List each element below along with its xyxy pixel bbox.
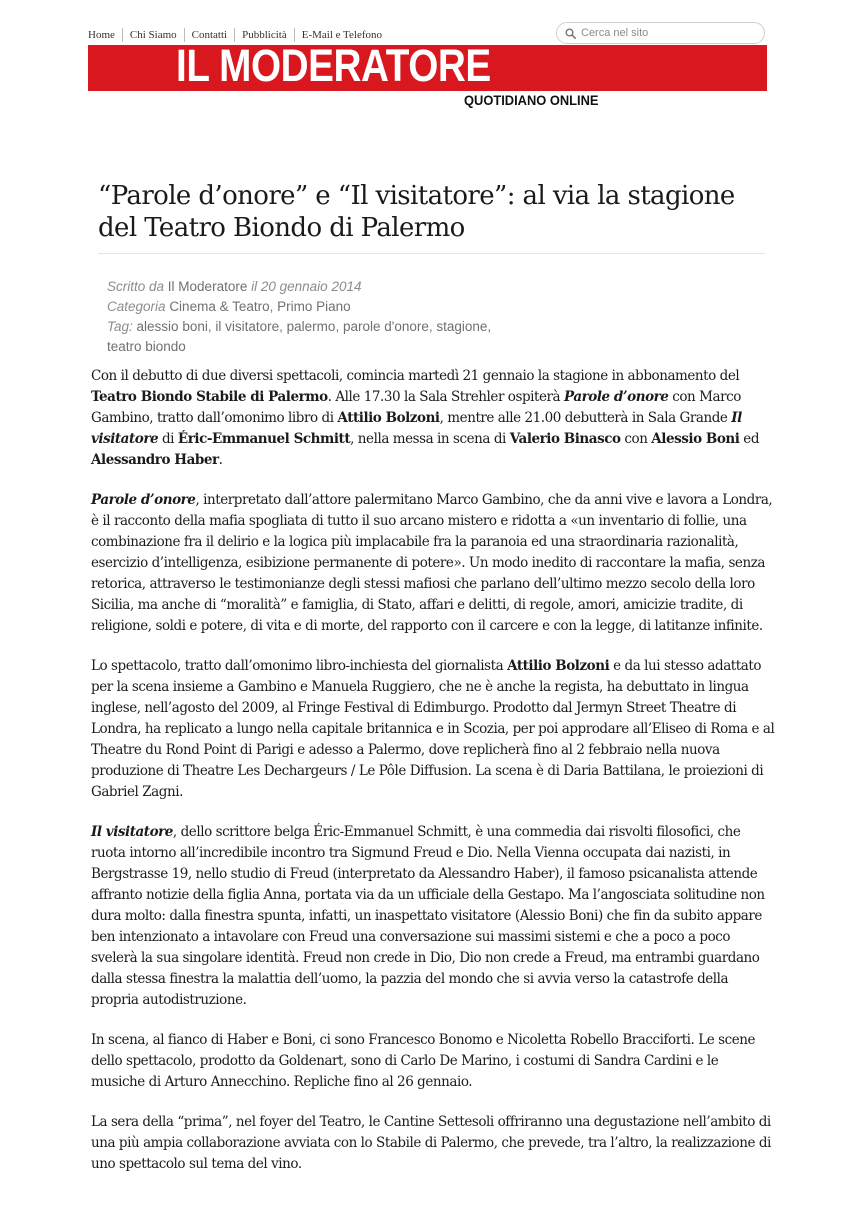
article-paragraph — [91, 822, 775, 1011]
emphasis-text — [91, 824, 173, 840]
site-tagline: QUOTIDIANO ONLINE — [464, 92, 599, 108]
emphasis-text — [564, 389, 668, 405]
meta-date: 20 gennaio 2014 — [260, 279, 362, 294]
emphasis-text: Teatro Biondo Stabile di Palermo — [91, 389, 328, 405]
emphasis-text: Parole d’onore — [563, 389, 669, 405]
emphasis-text: Parole d’onore — [91, 492, 196, 508]
meta-tag-link[interactable]: il visitatore — [215, 319, 280, 334]
nav-email-telefono[interactable]: E-Mail e Telefono — [294, 28, 389, 42]
emphasis-text: Il visitatore — [91, 824, 173, 840]
paragraph-text: , dello scrittore belga Éric-Emmanuel Schmitt, è una commedia dai risvolti filosofici, che ruota intorno all’incredibile incontro tra Sigmund Freud e Dio. Nella Vienna occupata dai nazisti, in Bergstrasse 19, nello studio di Freud (interpretato da Alessandro Haber), il famoso psicanalista attende affranto notizie della figlia Anna, portata via da un ufficiale della Gestapo. Ma l’angosciata solitudine non dura molto: dalla finestra spunta, infatti, un inaspettato visitatore (Alessio Boni) che fin da subito appare ben intenzionato a intavolare con Freud una conversazione sui massimi sistemi e che a poco a poco svelerà la sua singolare identità. Freud non crede in Dio, Dio non crede a Freud, ma entrambi guardano dalla stessa finestra la malattia dell’uomo, la pazzia del mondo che si avvia verso la catastrofe della propria autodistruzione. — [91, 824, 765, 1008]
emphasis-text: Attilio Bolzoni — [337, 410, 440, 426]
meta-category-link[interactable]: Cinema & Teatro — [169, 299, 270, 314]
meta-tag-link[interactable]: stagione — [436, 319, 488, 334]
nav-home[interactable]: Home — [88, 29, 115, 41]
paragraph-text: Lo spettacolo, tratto dall’omonimo libro-inchiesta del giornalista — [91, 658, 508, 674]
paragraph-text: . Alle 17.30 la Sala Strehler ospiterà — [327, 389, 564, 405]
search-icon[interactable] — [565, 28, 576, 39]
meta-category-label: Categoria — [107, 299, 166, 314]
emphasis-text: Alessandro Haber — [91, 452, 219, 468]
article-meta — [107, 277, 527, 357]
meta-category-line: Categoria Cinema & Teatro, Primo Piano — [107, 299, 351, 314]
article-paragraph — [91, 366, 775, 471]
emphasis-text: Valerio Binasco — [509, 431, 621, 447]
meta-written-label: Scritto da — [107, 279, 165, 294]
paragraph-text: , interpretato dall’attore palermitano Marco Gambino, che da anni vive e lavora a Londra, è il racconto della mafia spogliata di tutto il suo arcano mistero e ridotta a «un inventario di follie, una combinazione fra il delirio e la logica più implacabile fra la paranoia ed una straordinaria razionalità, esercizio d’intelligenza, esibizione permanente di potere». Un modo inedito di raccontare la mafia, senza retorica, attraverso le testimonianze degli stessi mafiosi che parlano dell’ultimo mezzo secolo della loro Sicilia, ma anche di “moralità” e famiglia, di Stato, affari e delitti, di regole, amori, amicizie tradite, di religione, soldi e potere, di vita e di morte, del rapporto con il carcere e con la legge, di latitanze infinite. — [91, 492, 773, 634]
meta-tag-line: Tag: alessio boni, il visitatore, palermo, parole d'onore, stagione, teatro biondo — [107, 319, 492, 354]
emphasis-text: Alessio Boni — [651, 431, 740, 447]
meta-author-line — [107, 277, 527, 297]
emphasis-text: Éric-Emmanuel Schmitt — [177, 431, 351, 447]
meta-tag-link[interactable]: parole d'onore — [342, 319, 429, 334]
paragraph-text: , mentre alle 21.00 debutterà in Sala Grande — [439, 410, 732, 426]
nav-pubblicita[interactable]: Pubblicità — [234, 28, 294, 42]
search-input[interactable] — [581, 25, 756, 41]
meta-tag-link[interactable]: teatro biondo — [107, 339, 186, 354]
article-paragraph — [91, 1030, 775, 1093]
search-box — [556, 22, 765, 44]
paragraph-text: . — [218, 452, 223, 468]
paragraph-text: con Marco Gambino, tratto dall’omonimo libro di — [91, 389, 741, 426]
paragraph-text: e da lui stesso adattato per la scena insieme a Gambino e Manuela Ruggiero, che ne è anche la regista, ha debuttato in lingua inglese, nell’agosto del 2009, al Fringe Festival di Edimburgo. Prodotto dal Jermyn Street Theatre di Londra, ha replicato a lungo nella capitale britannica e in Scozia, per poi approdare all’Eliseo di Roma e al Theatre du Rond Point di Parigi e adesso a Palermo, dove replicherà fino al 2 febbraio nella nuova produzione di Theatre Les Dechargeurs / Le Pôle Diffusion. La scena è di Daria Battilana, le proiezioni di Gabriel Zagni. — [91, 658, 775, 800]
meta-date-prefix: il — [251, 279, 258, 294]
nav-contatti[interactable]: Contatti — [184, 28, 234, 42]
article-paragraph — [91, 1112, 775, 1175]
article-paragraph — [91, 656, 775, 803]
meta-tag-link[interactable]: palermo — [286, 319, 336, 334]
paragraph-text: ed — [739, 431, 760, 447]
emphasis-text: Attilio Bolzoni — [507, 658, 610, 674]
title-divider — [98, 253, 765, 254]
paragraph-text: La sera della “prima”, nel foyer del Teatro, le Cantine Settesoli offriranno una degustazione nell’ambito di una più ampia collaborazione avviata con lo Stabile di Palermo, che prevede, tra l’altro, la realizzazione di uno spettacolo sul tema del vino. — [91, 1114, 771, 1172]
paragraph-text: di — [158, 431, 178, 447]
meta-category-link[interactable]: Primo Piano — [277, 299, 351, 314]
meta-tag-link[interactable]: alessio boni — [136, 319, 208, 334]
meta-tag-label: Tag: — [107, 319, 133, 334]
article-paragraph — [91, 490, 775, 637]
emphasis-text: Il visitatore — [91, 410, 742, 447]
paragraph-text: con — [620, 431, 652, 447]
nav-chi-siamo[interactable]: Chi Siamo — [122, 28, 184, 42]
site-logo[interactable]: IL MODERATORE — [176, 40, 491, 91]
article-title: “Parole d’onore” e “Il visitatore”: al via la stagione del Teatro Biondo di Palermo — [98, 181, 735, 243]
meta-author-link[interactable]: Il Moderatore — [167, 279, 248, 294]
article-body — [91, 366, 775, 1194]
paragraph-text: Con il debutto di due diversi spettacoli, comincia martedì 21 gennaio la stagione in abbonamento del — [91, 368, 740, 384]
emphasis-text — [91, 492, 195, 508]
paragraph-text: In scena, al fianco di Haber e Boni, ci sono Francesco Bonomo e Nicoletta Robello Bracciforti. Le scene dello spettacolo, prodotto da Goldenart, sono di Carlo De Marino, i costumi di Sandra Cardini e le musiche di Arturo Annecchino. Repliche fino al 26 gennaio. — [91, 1032, 756, 1090]
paragraph-text: , nella messa in scena di — [350, 431, 510, 447]
